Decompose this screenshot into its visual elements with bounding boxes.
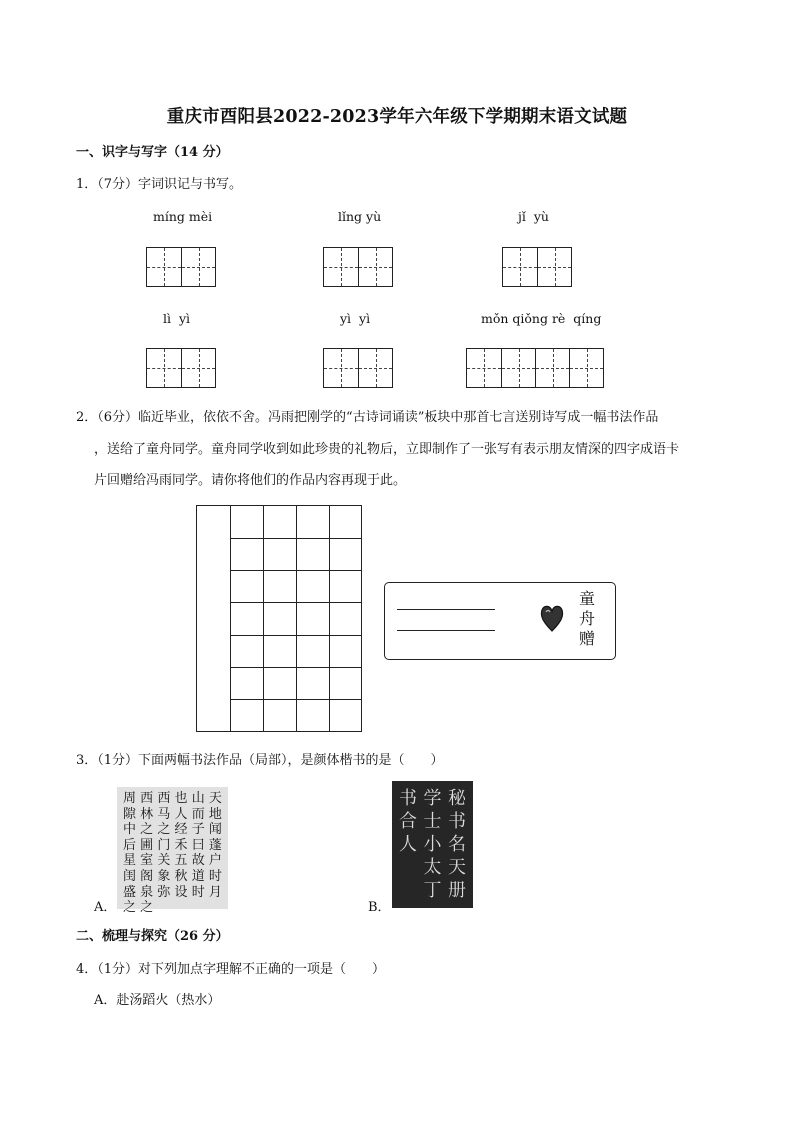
pinyin-4: lì yì [163, 311, 191, 326]
writing-boxes-2[interactable] [323, 247, 393, 287]
writing-cell[interactable] [324, 349, 358, 387]
writing-cell[interactable] [535, 349, 569, 387]
writing-boxes-6[interactable] [466, 348, 604, 388]
option-b-label[interactable]: B． [368, 900, 391, 915]
calligraphy-b-column: 学士小太丁 [423, 788, 442, 901]
writing-cell[interactable] [358, 248, 392, 286]
writing-boxes-3[interactable] [502, 247, 572, 287]
page-title: 重庆市酉阳县2022-2023学年六年级下学期期末语文试题 [166, 107, 628, 127]
pinyin-1: míng mèi [153, 209, 213, 224]
calligraphy-a-column: 也人经禾五秋设 [174, 791, 188, 900]
calligraphy-a-column: 山而子曰故道时 [191, 791, 205, 900]
calligraphy-grid[interactable] [196, 505, 362, 732]
question-2-line-2: ，送给了童舟同学。童舟同学收到如此珍贵的礼物后，立即制作了一张写有表示朋友情深的四字成语卡 [94, 442, 680, 457]
writing-boxes-4[interactable] [146, 348, 216, 388]
question-1-text: 1．（7分）字词识记与书写。 [76, 177, 243, 192]
writing-cell[interactable] [324, 248, 358, 286]
writing-boxes-5[interactable] [323, 348, 393, 388]
option-a-label[interactable]: A． [94, 900, 117, 915]
writing-cell[interactable] [147, 248, 181, 286]
calligraphy-a-column: 西林之圃室阁泉之 [140, 791, 154, 916]
question-3-text: 3．（1分）下面两幅书法作品（局部），是颜体楷书的是（ ） [76, 753, 444, 768]
writing-cell[interactable] [358, 349, 392, 387]
calligraphy-image-a [117, 787, 228, 916]
section-heading-1: 一、识字与写字（14 分） [76, 145, 229, 160]
calligraphy-a-column: 周隙中后星闺盛之 [122, 791, 136, 916]
card-blank-line-1[interactable] [397, 609, 495, 610]
calligraphy-a-column: 西马之门关象弥 [157, 791, 171, 900]
section-heading-2: 二、梳理与探究（26 分） [76, 929, 229, 944]
pinyin-3: jǐ yù [518, 209, 549, 224]
card-signature: 童舟赠 [578, 589, 595, 648]
pinyin-6: mǒn qiǒng rè qíng [481, 311, 602, 326]
writing-cell[interactable] [181, 349, 215, 387]
calligraphy-b-column: 书合人 [399, 788, 417, 855]
calligraphy-a-column: 天地闻蓬户时月 [208, 791, 222, 900]
writing-cell[interactable] [503, 248, 537, 286]
calligraphy-image-b [392, 781, 473, 908]
writing-cell[interactable] [467, 349, 501, 387]
question-2-line-3: 片回赠给冯雨同学。请你将他们的作品内容再现于此。 [94, 473, 407, 488]
heart-icon [539, 603, 565, 633]
writing-boxes-1[interactable] [146, 247, 216, 287]
pinyin-2: lǐng yù [338, 209, 382, 224]
question-2-line-1: 2．（6分）临近毕业，依依不舍。冯雨把刚学的“古诗词诵读”板块中那首七言送别诗写成一幅书法作品 [76, 410, 659, 425]
writing-cell[interactable] [501, 349, 535, 387]
pinyin-5: yì yì [340, 311, 371, 326]
writing-cell[interactable] [181, 248, 215, 286]
idiom-card [384, 582, 616, 660]
calligraphy-b-column: 秘书名天册 [448, 788, 466, 901]
question-4-text: 4．（1分）对下列加点字理解不正确的一项是（ ） [76, 962, 386, 977]
card-blank-line-2[interactable] [397, 630, 495, 631]
writing-cell[interactable] [569, 349, 603, 387]
writing-cell[interactable] [147, 349, 181, 387]
writing-cell[interactable] [537, 248, 571, 286]
question-4-option-a[interactable]: A．赴汤蹈火（热水） [94, 993, 221, 1008]
